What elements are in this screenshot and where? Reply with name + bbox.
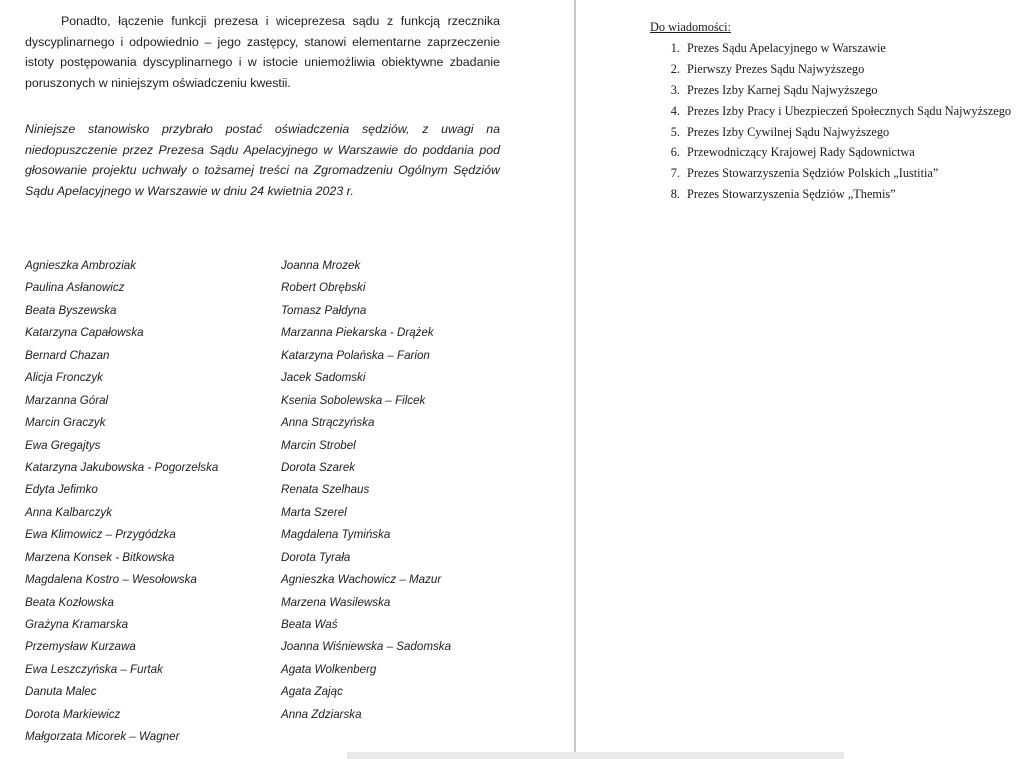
signatures-column-1 xyxy=(25,255,218,749)
signature-name: Agnieszka Ambroziak xyxy=(25,259,137,272)
recipient-number: 6. xyxy=(670,145,680,160)
right-page xyxy=(576,0,1030,759)
signature-name: Dorota Szarek xyxy=(281,460,356,474)
recipient-item xyxy=(650,142,1011,163)
signature-name: Magdalena Tymińska xyxy=(281,528,391,542)
recipient-item xyxy=(650,80,1011,101)
signature-name: Przemysław Kurzawa xyxy=(25,640,136,654)
signature-name: Ewa Klimowicz – Przygódzka xyxy=(25,528,176,542)
signature-name: Marta Szerel xyxy=(281,505,347,519)
signature-name: Robert Obrębski xyxy=(281,281,366,295)
signature-name: Paulina Asłanowicz xyxy=(25,281,125,295)
signature-name: Grażyna Kramarska xyxy=(25,618,129,631)
recipient-number: 1. xyxy=(670,41,680,55)
signature-name: Renata Szelhaus xyxy=(281,483,370,497)
signature-name: Joanna Wiśniewska – Sadomska xyxy=(281,640,452,654)
recipient-item xyxy=(650,184,1011,205)
recipient-number: 8. xyxy=(670,187,680,202)
recipient-number: 7. xyxy=(670,166,680,181)
distribution-list xyxy=(650,17,1011,205)
signature-name: Dorota Markiewicz xyxy=(25,707,121,721)
recipient-text: Prezes Stowarzyszenia Sędziów „Themis” xyxy=(687,187,896,202)
signature-name: Ksenia Sobolewska – Filcek xyxy=(281,393,426,407)
signature-name: Beata Waś xyxy=(281,618,338,631)
signature-name: Agata Wolkenberg xyxy=(281,662,377,676)
recipients-list xyxy=(650,38,1011,205)
signature-name: Agnieszka Wachowicz – Mazur xyxy=(281,573,442,587)
distribution-title: Do wiadomości: xyxy=(650,20,731,34)
recipient-number: 5. xyxy=(670,124,680,139)
signature-name: Katarzyna Polańska – Farion xyxy=(281,348,430,362)
recipient-text: Prezes Stowarzyszenia Sędziów Polskich „Iustitia” xyxy=(687,166,939,181)
signature-name: Tomasz Pałdyna xyxy=(281,303,367,317)
recipient-text: Prezes Izby Pracy i Ubezpieczeń Społecznych Sądu Najwyższego xyxy=(687,103,1012,118)
recipient-item xyxy=(650,59,1011,80)
signature-name: Beata Kozłowska xyxy=(25,595,114,609)
signature-name: Anna Zdziarska xyxy=(281,707,362,721)
paragraph-statement-origin: Niniejsze stanowisko przybrało postać oświadczenia sędziów, z uwagi na niedopuszczenie przez Prezesa Sądu Apelacyjnego w Warszawie do poddania pod głosowanie projektu uchwały o tożsamej treści na Zgromadzeniu Ogólnym Sędziów Sądu Apelacyjnego w Warszawie w dniu 24 kwietnia 2023 r. xyxy=(25,122,500,198)
signature-name: Katarzyna Capałowska xyxy=(25,326,144,340)
recipient-text: Prezes Izby Cywilnej Sądu Najwyższego xyxy=(687,124,890,139)
signature-name: Marzanna Góral xyxy=(25,393,109,407)
signature-name: Joanna Mrozek xyxy=(281,259,361,272)
signature-name: Małgorzata Micorek – Wagner xyxy=(25,730,180,744)
signature-name: Marzanna Piekarska - Drążek xyxy=(281,326,434,340)
signature-name: Marcin Strobel xyxy=(281,438,356,452)
recipient-item xyxy=(650,163,1011,184)
signature-name: Dorota Tyrała xyxy=(281,550,351,564)
scroll-strip xyxy=(347,752,844,759)
recipient-number: 2. xyxy=(670,61,680,76)
signature-name: Agata Zając xyxy=(281,685,343,699)
signature-name: Jacek Sadomski xyxy=(281,371,366,385)
signature-name: Alicja Fronczyk xyxy=(25,371,103,385)
recipient-text: Przewodniczący Krajowej Rady Sądownictwa xyxy=(687,145,915,160)
signature-name: Marzena Konsek - Bitkowska xyxy=(25,550,175,564)
recipient-text: Pierwszy Prezes Sądu Najwyższego xyxy=(687,61,865,76)
recipient-text: Prezes Izby Karnej Sądu Najwyższego xyxy=(687,82,878,97)
recipient-number: 4. xyxy=(670,103,680,118)
recipient-text: Prezes Sądu Apelacyjnego w Warszawie xyxy=(687,41,886,55)
signature-name: Anna Strączyńska xyxy=(281,416,375,430)
signature-name: Ewa Leszczyńska – Furtak xyxy=(25,662,163,676)
signature-name: Marcin Graczyk xyxy=(25,416,106,430)
signature-name: Edyta Jefimko xyxy=(25,483,98,497)
paragraph-conflict-of-functions: Ponadto, łączenie funkcji prezesa i wiceprezesa sądu z funkcją rzecznika dyscyplinarnego i odpowiednio – jego zastępcy, stanowi elementarne zaprzeczenie istoty postępowania dyscyplinarnego i w istocie uniemożliwia obiektywne zbadanie poruszonych w niniejszym oświadczeniu kwestii. xyxy=(25,14,500,90)
signature-name: Marzena Wasilewska xyxy=(281,595,391,609)
recipient-item xyxy=(650,38,1011,59)
recipient-number: 3. xyxy=(670,82,680,97)
signature-name: Katarzyna Jakubowska - Pogorzelska xyxy=(25,460,219,474)
recipient-item xyxy=(650,122,1011,143)
recipient-item xyxy=(650,101,1011,122)
signature-name: Ewa Gregajtys xyxy=(25,438,101,452)
signature-name: Danuta Malec xyxy=(25,685,97,699)
signature-name: Bernard Chazan xyxy=(25,348,110,362)
signatures-column-2 xyxy=(281,255,451,726)
signature-name: Beata Byszewska xyxy=(25,303,117,317)
signature-name: Magdalena Kostro – Wesołowska xyxy=(25,573,197,587)
signature-name: Anna Kalbarczyk xyxy=(25,505,112,519)
